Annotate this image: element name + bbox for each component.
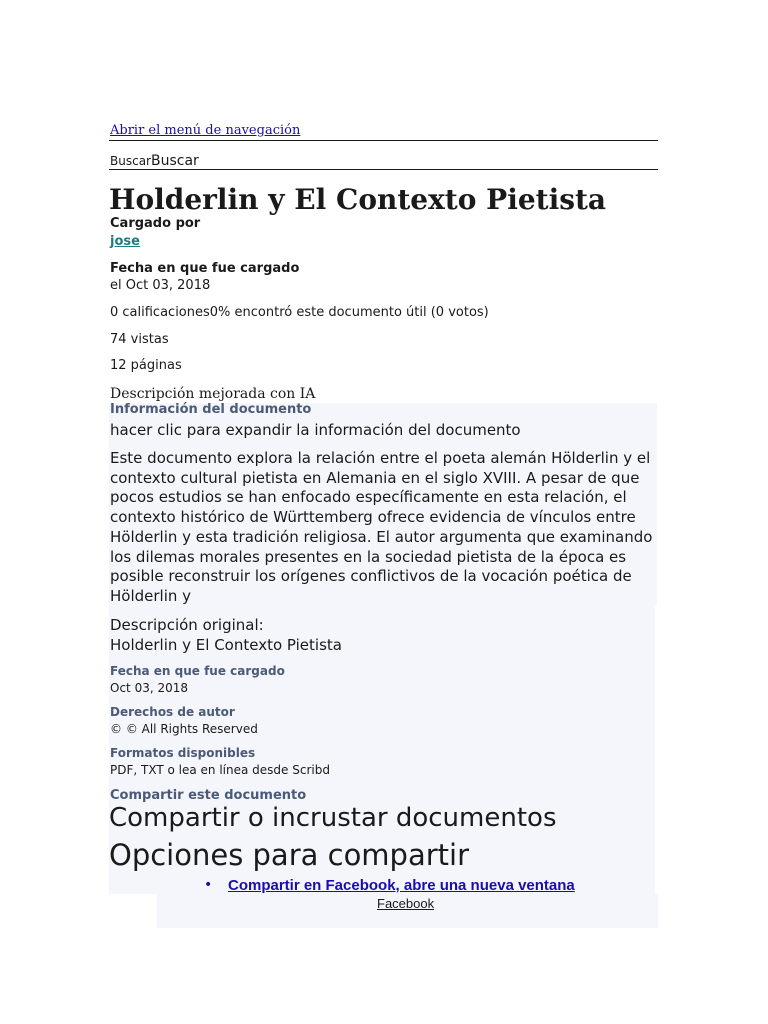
upload-date-value: el Oct 03, 2018 (110, 278, 211, 293)
share-document-label: Compartir este documento (110, 788, 307, 803)
search-label: Buscar (150, 153, 199, 169)
ratings-count: 0 calificaciones (110, 305, 210, 320)
author-link[interactable]: jose (110, 234, 140, 249)
search-label-small: Buscar (110, 154, 151, 168)
page-title: Holderlin y El Contexto Pietista (109, 183, 607, 216)
search-divider (109, 169, 658, 170)
ai-description-label: Descripción mejorada con IA (110, 386, 316, 402)
document-description: Este documento explora la relación entre el poeta alemán Hölderlin y el contexto cultural pietista en Alemania en el siglo XVIII. A pesar de que pocos estudios se han enfocado específicamente en esta relación, el contexto histórico de Württemberg ofrece evidencia de vínculos entre Hölderlin y esta tradición religiosa. El autor argumenta que examinando los dilemas morales presentes en la sociedad pietista de la época es posible reconstruir los orígenes conflictivos de la vocación poética de Hölderlin y (110, 449, 653, 605)
formats-label: Formatos disponibles (110, 746, 256, 760)
info-date-label: Fecha en que fue cargado (110, 664, 285, 678)
original-description-value: Holderlin y El Contexto Pietista (110, 636, 342, 654)
document-info-title: Información del documento (110, 402, 312, 417)
formats-value: PDF, TXT o lea en línea desde Scribd (110, 763, 330, 777)
share-options-list (204, 877, 575, 894)
share-options-heading: Opciones para compartir (109, 838, 470, 872)
copyright-value: © © All Rights Reserved (110, 722, 258, 736)
expand-info-button[interactable]: hacer clic para expandir la información del documento (110, 421, 521, 439)
nav-divider (109, 140, 658, 141)
upload-date-label: Fecha en que fue cargado (110, 261, 300, 276)
open-navigation-menu-link[interactable]: Abrir el menú de navegación (110, 123, 301, 138)
page-count: 12 páginas (110, 358, 182, 373)
uploaded-by-label: Cargado por (110, 216, 201, 231)
share-facebook-link[interactable]: Compartir en Facebook, abre una nueva ventana (228, 877, 575, 894)
original-description-label: Descripción original: (110, 616, 264, 634)
view-count: 74 vistas (110, 332, 169, 347)
share-embed-heading: Compartir o incrustar documentos (109, 803, 557, 833)
info-date-value: Oct 03, 2018 (110, 681, 188, 695)
list-item (204, 877, 575, 894)
bullet-icon: • (204, 877, 213, 893)
facebook-label[interactable]: Facebook (377, 896, 435, 911)
ratings-row (110, 305, 489, 320)
copyright-label: Derechos de autor (110, 705, 235, 719)
useful-percentage: 0% encontró este documento útil (0 votos) (209, 305, 489, 320)
search-button[interactable] (110, 153, 199, 169)
